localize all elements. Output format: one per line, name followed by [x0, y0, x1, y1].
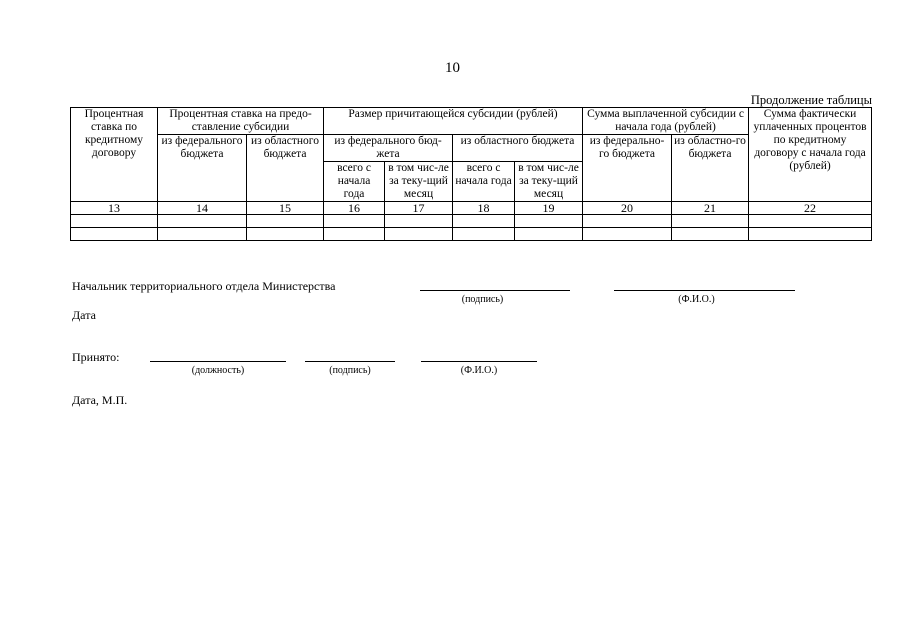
date-stamp-label: Дата, М.П.	[72, 393, 128, 407]
signature-line	[420, 290, 570, 291]
accepted-label: Принято:	[72, 350, 120, 364]
header-actual-interest: Сумма фактически уплаченных процентов по кредитному договору с начала года (рублей)	[749, 108, 872, 202]
column-number: 13	[71, 202, 158, 215]
column-number: 19	[515, 202, 583, 215]
accepted-fio-line	[421, 361, 537, 362]
table-row	[71, 215, 872, 228]
header-rate-credit: Процентная ставка по кредитному договору	[71, 108, 158, 202]
subsidy-table	[70, 107, 872, 241]
header-due-regional-month: в том чис-ле за теку-щий месяц	[515, 162, 583, 202]
column-number: 16	[324, 202, 385, 215]
page-number: 10	[445, 60, 460, 76]
column-number: 20	[583, 202, 672, 215]
header-subsidy-due: Размер причитающейся субсидии (рублей)	[324, 108, 583, 135]
header-rate-subsidy: Процентная ставка на предо-ставление субсидии	[158, 108, 324, 135]
column-number: 18	[453, 202, 515, 215]
column-number: 17	[385, 202, 453, 215]
header-due-federal-month: в том чис-ле за теку-щий месяц	[385, 162, 453, 202]
accepted-signature-caption: (подпись)	[329, 365, 371, 376]
header-paid-federal: из федерально-го бюджета	[583, 135, 672, 202]
header-due-federal: из федерального бюд-жета	[324, 135, 453, 162]
header-rate-regional: из областного бюджета	[247, 135, 324, 202]
header-subsidy-paid: Сумма выплаченной субсидии с начала года (рублей)	[583, 108, 749, 135]
date-label: Дата	[72, 308, 96, 322]
header-due-regional-total: всего с начала года	[453, 162, 515, 202]
fio-caption: (Ф.И.О.)	[678, 294, 715, 305]
accepted-signature-line	[305, 361, 395, 362]
table-continuation-label: Продолжение таблицы	[750, 93, 872, 107]
head-of-department-label: Начальник территориального отдела Министерства	[72, 279, 336, 293]
column-number: 21	[672, 202, 749, 215]
header-paid-regional: из областно-го бюджета	[672, 135, 749, 202]
column-number: 22	[749, 202, 872, 215]
column-number: 14	[158, 202, 247, 215]
header-due-federal-total: всего с начала года	[324, 162, 385, 202]
position-caption: (должность)	[191, 365, 245, 376]
accepted-fio-caption: (Ф.И.О.)	[460, 365, 498, 376]
table-row	[71, 228, 872, 241]
fio-line	[614, 290, 795, 291]
position-line	[150, 361, 286, 362]
header-due-regional: из областного бюджета	[453, 135, 583, 162]
column-number: 15	[247, 202, 324, 215]
header-rate-federal: из федерального бюджета	[158, 135, 247, 202]
signature-caption: (подпись)	[461, 294, 504, 305]
